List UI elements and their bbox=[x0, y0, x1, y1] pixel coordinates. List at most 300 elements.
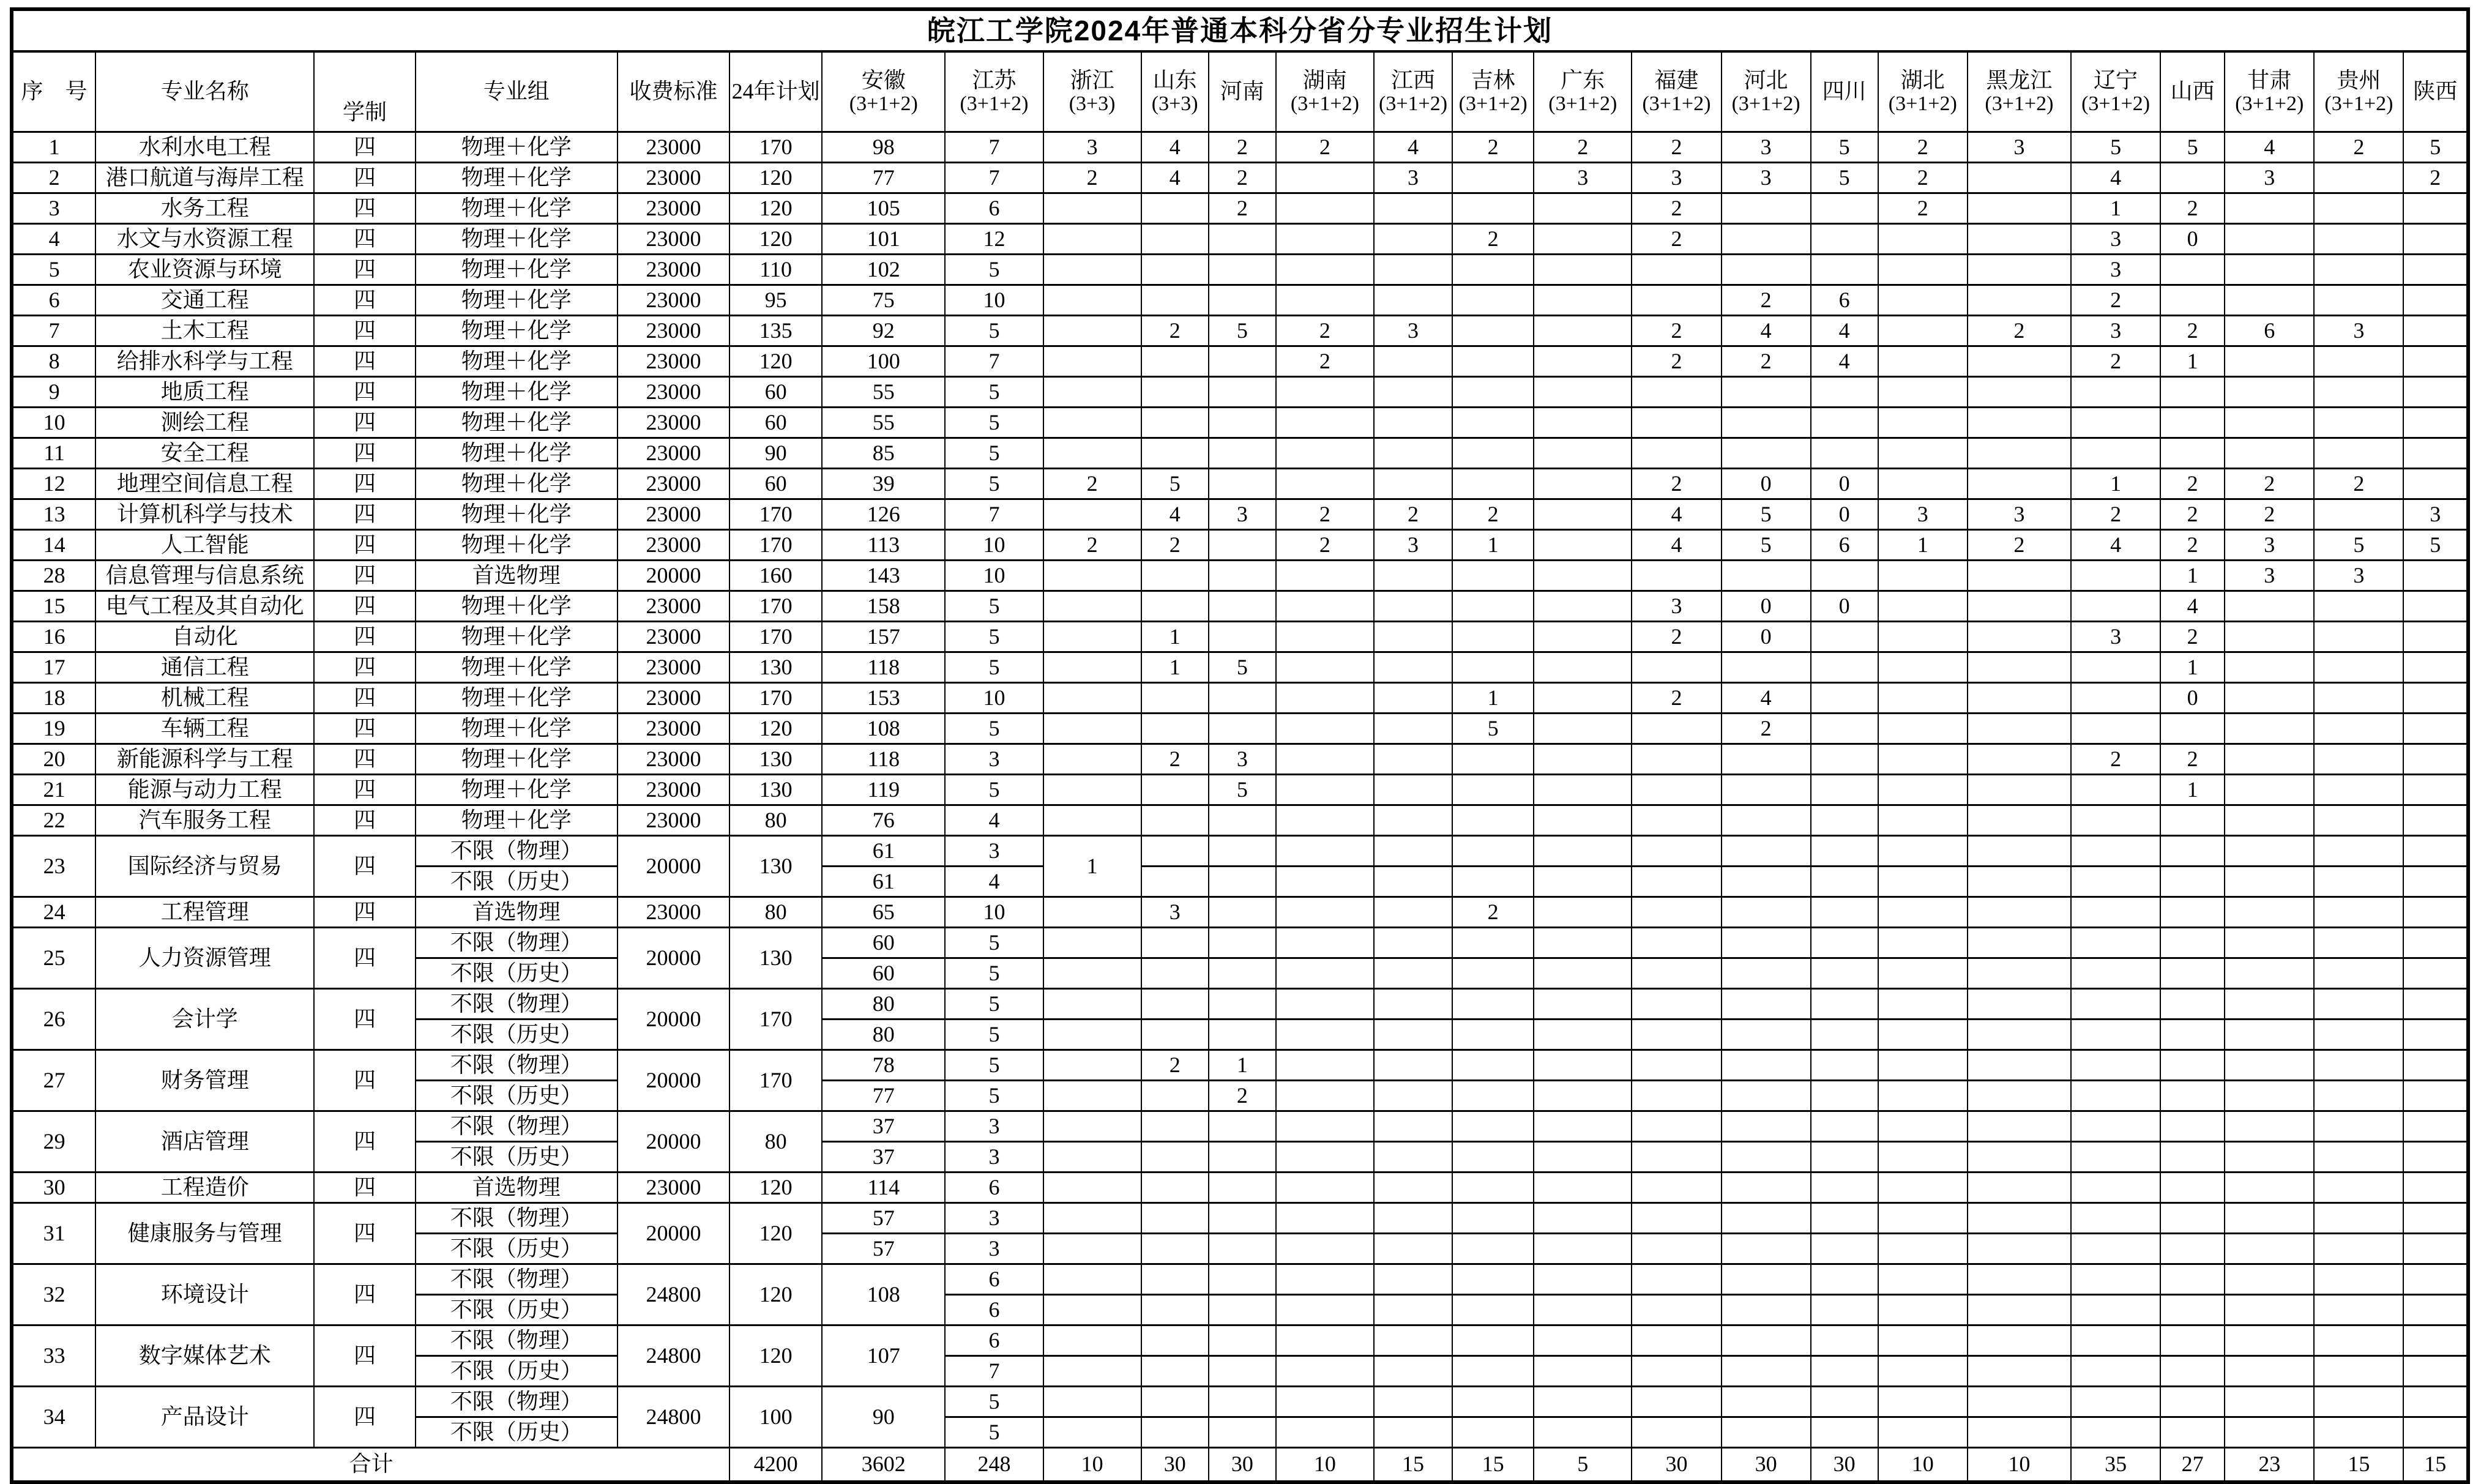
major-name: 环境设计 bbox=[95, 1264, 314, 1326]
province-value bbox=[2403, 1356, 2468, 1387]
province-value: 4 bbox=[1632, 530, 1721, 561]
province-value bbox=[1209, 683, 1276, 714]
province-value: 2 bbox=[1878, 163, 1968, 193]
major-name: 产品设计 bbox=[95, 1387, 314, 1448]
major-name: 数字媒体艺术 bbox=[95, 1326, 314, 1387]
province-value bbox=[1452, 469, 1534, 499]
province-value bbox=[1534, 836, 1632, 867]
province-value: 5 bbox=[2314, 530, 2403, 561]
province-value bbox=[1276, 377, 1374, 408]
province-name: 黑龙江 bbox=[1986, 67, 2053, 92]
province-value bbox=[1632, 1356, 1721, 1387]
province-value bbox=[1632, 408, 1721, 438]
province-value: 7 bbox=[945, 163, 1043, 193]
province-value bbox=[2160, 1417, 2225, 1448]
province-value bbox=[1209, 561, 1276, 591]
province-value: 76 bbox=[822, 805, 945, 836]
province-value: 119 bbox=[822, 775, 945, 805]
province-value bbox=[2314, 499, 2403, 530]
province-value bbox=[2225, 1050, 2314, 1081]
province-value: 3 bbox=[1534, 163, 1632, 193]
province-value bbox=[1209, 714, 1276, 744]
province-value bbox=[2403, 1234, 2468, 1264]
province-value bbox=[1878, 1234, 1968, 1264]
province-value: 3 bbox=[1722, 163, 1811, 193]
province-value bbox=[1722, 408, 1811, 438]
total-value: 15 bbox=[2314, 1448, 2403, 1483]
col-header-province bbox=[2403, 51, 2468, 132]
province-value: 2 bbox=[1632, 193, 1721, 224]
province-value bbox=[1534, 928, 1632, 958]
province-value bbox=[1722, 1173, 1811, 1203]
province-value bbox=[1043, 1081, 1141, 1111]
province-value bbox=[1722, 836, 1811, 867]
province-value bbox=[1374, 836, 1452, 867]
province-value: 57 bbox=[822, 1203, 945, 1234]
province-value bbox=[1632, 867, 1721, 897]
province-value bbox=[2403, 897, 2468, 928]
province-value bbox=[1534, 989, 1632, 1020]
province-value bbox=[1276, 836, 1374, 867]
province-value: 57 bbox=[822, 1234, 945, 1264]
province-value bbox=[1811, 1142, 1878, 1173]
group-value: 首选物理 bbox=[416, 897, 617, 928]
years-value: 四 bbox=[314, 622, 415, 652]
province-value: 92 bbox=[822, 316, 945, 346]
province-value: 60 bbox=[822, 958, 945, 989]
fee-value: 23000 bbox=[617, 622, 729, 652]
province-value bbox=[1722, 775, 1811, 805]
province-value bbox=[2071, 1387, 2160, 1417]
province-mode: (3+1+2) bbox=[1985, 92, 2054, 116]
province-value bbox=[2225, 346, 2314, 377]
province-value bbox=[1811, 683, 1878, 714]
province-value bbox=[1632, 285, 1721, 316]
province-value bbox=[2314, 989, 2403, 1020]
province-value bbox=[1043, 499, 1141, 530]
province-value: 2 bbox=[1209, 163, 1276, 193]
province-value bbox=[1452, 744, 1534, 775]
province-value bbox=[1968, 867, 2071, 897]
province-value bbox=[2160, 836, 2225, 867]
province-value bbox=[1534, 591, 1632, 622]
province-value bbox=[2225, 1081, 2314, 1111]
province-value bbox=[2225, 744, 2314, 775]
province-value bbox=[2403, 1111, 2468, 1142]
fee-value: 23000 bbox=[617, 346, 729, 377]
province-value bbox=[2314, 1356, 2403, 1387]
province-value: 2 bbox=[2160, 499, 2225, 530]
province-value bbox=[2160, 928, 2225, 958]
province-value bbox=[1374, 438, 1452, 469]
province-value: 85 bbox=[822, 438, 945, 469]
province-value: 113 bbox=[822, 530, 945, 561]
province-value bbox=[2225, 255, 2314, 285]
province-value bbox=[2071, 1264, 2160, 1295]
province-value: 3 bbox=[2225, 530, 2314, 561]
province-value bbox=[2225, 867, 2314, 897]
province-value: 3 bbox=[1968, 132, 2071, 163]
province-name: 安徽 bbox=[861, 67, 906, 92]
province-value bbox=[2225, 1356, 2314, 1387]
province-value bbox=[2403, 1264, 2468, 1295]
fee-value: 23000 bbox=[617, 744, 729, 775]
province-value: 37 bbox=[822, 1111, 945, 1142]
province-value bbox=[1968, 622, 2071, 652]
total-value: 30 bbox=[1209, 1448, 1276, 1483]
province-value bbox=[2403, 958, 2468, 989]
province-value bbox=[1878, 1295, 1968, 1326]
province-value: 3 bbox=[1209, 744, 1276, 775]
years-value: 四 bbox=[314, 1050, 415, 1111]
group-value: 不限（物理） bbox=[416, 989, 617, 1020]
major-name: 人力资源管理 bbox=[95, 928, 314, 989]
province-value bbox=[1276, 1295, 1374, 1326]
province-value bbox=[1452, 1356, 1534, 1387]
province-value bbox=[1534, 805, 1632, 836]
province-value: 2 bbox=[1632, 346, 1721, 377]
province-value: 3 bbox=[2071, 622, 2160, 652]
province-value bbox=[1722, 1203, 1811, 1234]
col-header-province bbox=[1043, 51, 1141, 132]
province-value: 1 bbox=[2071, 193, 2160, 224]
province-value bbox=[1968, 805, 2071, 836]
province-value: 4 bbox=[1811, 316, 1878, 346]
group-value: 物理＋化学 bbox=[416, 805, 617, 836]
province-value bbox=[2225, 1234, 2314, 1264]
province-value bbox=[2160, 1326, 2225, 1356]
province-value: 2 bbox=[2160, 316, 2225, 346]
province-value: 10 bbox=[945, 897, 1043, 928]
province-value bbox=[1374, 1203, 1452, 1234]
group-value: 物理＋化学 bbox=[416, 408, 617, 438]
province-value: 5 bbox=[1209, 316, 1276, 346]
province-value: 65 bbox=[822, 897, 945, 928]
years-value: 四 bbox=[314, 469, 415, 499]
province-value bbox=[2225, 1173, 2314, 1203]
plan-value: 120 bbox=[729, 346, 822, 377]
province-value: 78 bbox=[822, 1050, 945, 1081]
province-value bbox=[1968, 1020, 2071, 1050]
province-value bbox=[1878, 316, 1968, 346]
province-value: 5 bbox=[945, 1050, 1043, 1081]
province-value: 80 bbox=[822, 989, 945, 1020]
fee-value: 23000 bbox=[617, 224, 729, 255]
group-value: 不限（历史） bbox=[416, 1295, 617, 1326]
province-value bbox=[1968, 377, 2071, 408]
province-value: 3 bbox=[2225, 163, 2314, 193]
province-value bbox=[2225, 1326, 2314, 1356]
province-value bbox=[1878, 867, 1968, 897]
province-value bbox=[2160, 958, 2225, 989]
table-row bbox=[12, 989, 2468, 1020]
province-value: 4 bbox=[1141, 163, 1209, 193]
province-value bbox=[1878, 1387, 1968, 1417]
province-value bbox=[1811, 1387, 1878, 1417]
years-value: 四 bbox=[314, 714, 415, 744]
province-value: 143 bbox=[822, 561, 945, 591]
province-value: 0 bbox=[1722, 591, 1811, 622]
table-row bbox=[12, 193, 2468, 224]
major-name: 计算机科学与技术 bbox=[95, 499, 314, 530]
province-value: 2 bbox=[2071, 744, 2160, 775]
province-value: 2 bbox=[2071, 346, 2160, 377]
province-value: 2 bbox=[1141, 316, 1209, 346]
province-value bbox=[1043, 683, 1141, 714]
province-value bbox=[1632, 989, 1721, 1020]
province-value: 5 bbox=[945, 1020, 1043, 1050]
province-value bbox=[1209, 836, 1276, 867]
province-value bbox=[1534, 1295, 1632, 1326]
province-value bbox=[2314, 285, 2403, 316]
province-value bbox=[1968, 438, 2071, 469]
table-row bbox=[12, 377, 2468, 408]
province-value bbox=[1968, 346, 2071, 377]
table-row bbox=[12, 408, 2468, 438]
province-value: 3 bbox=[2071, 255, 2160, 285]
province-name: 山西 bbox=[2170, 79, 2215, 104]
province-value bbox=[1534, 1387, 1632, 1417]
province-value bbox=[1209, 1417, 1276, 1448]
province-value bbox=[1878, 683, 1968, 714]
province-value bbox=[1043, 1387, 1141, 1417]
province-value: 5 bbox=[945, 958, 1043, 989]
province-value bbox=[1043, 408, 1141, 438]
province-value bbox=[2071, 1234, 2160, 1264]
province-value: 2 bbox=[2225, 469, 2314, 499]
province-value bbox=[1276, 1387, 1374, 1417]
province-value bbox=[1374, 408, 1452, 438]
province-value bbox=[1534, 683, 1632, 714]
province-value bbox=[2314, 193, 2403, 224]
province-value: 2 bbox=[2160, 469, 2225, 499]
province-mode: (3+1+2) bbox=[1642, 92, 1711, 116]
major-name: 自动化 bbox=[95, 622, 314, 652]
province-value bbox=[1276, 408, 1374, 438]
province-value: 1 bbox=[1043, 836, 1141, 897]
row-no: 34 bbox=[12, 1387, 95, 1448]
col-header-province bbox=[1209, 51, 1276, 132]
province-value: 2 bbox=[1141, 744, 1209, 775]
province-value: 108 bbox=[822, 714, 945, 744]
province-value bbox=[2225, 836, 2314, 867]
province-value bbox=[2314, 408, 2403, 438]
fee-value: 23000 bbox=[617, 1173, 729, 1203]
col-header-province bbox=[2160, 51, 2225, 132]
province-value: 6 bbox=[945, 1173, 1043, 1203]
province-value bbox=[2314, 1295, 2403, 1326]
major-name: 健康服务与管理 bbox=[95, 1203, 314, 1264]
province-value bbox=[1632, 1326, 1721, 1356]
province-value bbox=[1534, 744, 1632, 775]
province-value bbox=[2160, 989, 2225, 1020]
fee-value: 23000 bbox=[617, 714, 729, 744]
province-value bbox=[1968, 255, 2071, 285]
row-no: 2 bbox=[12, 163, 95, 193]
province-value bbox=[1452, 438, 1534, 469]
province-value bbox=[1209, 1020, 1276, 1050]
plan-value: 80 bbox=[729, 1111, 822, 1173]
province-value bbox=[1043, 224, 1141, 255]
province-value bbox=[1722, 1081, 1811, 1111]
province-value bbox=[1811, 805, 1878, 836]
province-value bbox=[1968, 1295, 2071, 1326]
province-value bbox=[1452, 1050, 1534, 1081]
province-value: 2 bbox=[2071, 285, 2160, 316]
province-value: 1 bbox=[1209, 1050, 1276, 1081]
total-value: 35 bbox=[2071, 1448, 2160, 1483]
province-value: 2 bbox=[1374, 499, 1452, 530]
province-value bbox=[2071, 775, 2160, 805]
province-value bbox=[2314, 928, 2403, 958]
province-value bbox=[1722, 224, 1811, 255]
province-value bbox=[2160, 255, 2225, 285]
table-row bbox=[12, 132, 2468, 163]
province-value bbox=[1722, 1326, 1811, 1356]
province-value bbox=[1209, 1387, 1276, 1417]
province-value: 2 bbox=[1878, 132, 1968, 163]
province-value bbox=[2160, 1203, 2225, 1234]
fee-value: 23000 bbox=[617, 438, 729, 469]
province-value bbox=[1276, 652, 1374, 683]
plan-value: 170 bbox=[729, 591, 822, 622]
major-name: 港口航道与海岸工程 bbox=[95, 163, 314, 193]
province-value bbox=[1374, 928, 1452, 958]
province-value bbox=[1276, 622, 1374, 652]
province-value bbox=[1374, 346, 1452, 377]
table-row bbox=[12, 1387, 2468, 1417]
province-name: 甘肃 bbox=[2247, 67, 2292, 92]
province-value: 5 bbox=[1811, 132, 1878, 163]
group-value: 不限（历史） bbox=[416, 1020, 617, 1050]
province-value: 0 bbox=[1811, 499, 1878, 530]
province-value bbox=[1374, 1142, 1452, 1173]
province-value bbox=[1043, 622, 1141, 652]
plan-value: 130 bbox=[729, 744, 822, 775]
province-value bbox=[2160, 1234, 2225, 1264]
province-value bbox=[1141, 1234, 1209, 1264]
province-value bbox=[1534, 958, 1632, 989]
fee-value: 23000 bbox=[617, 193, 729, 224]
province-value bbox=[2314, 1326, 2403, 1356]
col-header-province bbox=[1632, 51, 1721, 132]
province-value: 3 bbox=[1878, 499, 1968, 530]
province-value: 77 bbox=[822, 1081, 945, 1111]
row-no: 7 bbox=[12, 316, 95, 346]
province-value bbox=[2403, 1387, 2468, 1417]
province-value bbox=[1878, 377, 1968, 408]
province-value: 0 bbox=[2160, 224, 2225, 255]
years-value: 四 bbox=[314, 316, 415, 346]
group-value: 物理＋化学 bbox=[416, 377, 617, 408]
province-value: 3 bbox=[1632, 163, 1721, 193]
group-value: 不限（历史） bbox=[416, 1356, 617, 1387]
plan-value: 120 bbox=[729, 163, 822, 193]
province-value bbox=[1878, 561, 1968, 591]
province-value bbox=[1276, 561, 1374, 591]
major-name: 电气工程及其自动化 bbox=[95, 591, 314, 622]
province-value: 2 bbox=[1276, 132, 1374, 163]
fee-value: 23000 bbox=[617, 530, 729, 561]
plan-value: 130 bbox=[729, 928, 822, 989]
province-value bbox=[2071, 591, 2160, 622]
province-value bbox=[1043, 1295, 1141, 1326]
province-value bbox=[1276, 1203, 1374, 1234]
province-value bbox=[1722, 193, 1811, 224]
years-value: 四 bbox=[314, 1173, 415, 1203]
province-value: 5 bbox=[945, 989, 1043, 1020]
province-value: 80 bbox=[822, 1020, 945, 1050]
group-value: 物理＋化学 bbox=[416, 346, 617, 377]
province-value bbox=[1722, 652, 1811, 683]
province-value bbox=[1722, 1356, 1811, 1387]
province-value bbox=[2403, 714, 2468, 744]
province-value bbox=[1968, 1111, 2071, 1142]
total-value: 10 bbox=[1968, 1448, 2071, 1483]
province-value bbox=[1968, 1081, 2071, 1111]
province-value bbox=[2314, 377, 2403, 408]
province-value: 4 bbox=[2071, 530, 2160, 561]
province-value bbox=[1209, 1111, 1276, 1142]
province-value bbox=[2071, 652, 2160, 683]
province-value bbox=[1141, 561, 1209, 591]
province-value bbox=[1632, 1111, 1721, 1142]
province-name: 江苏 bbox=[972, 67, 1017, 92]
plan-value: 95 bbox=[729, 285, 822, 316]
province-value bbox=[2160, 1295, 2225, 1326]
years-value: 四 bbox=[314, 1111, 415, 1173]
province-value bbox=[1811, 867, 1878, 897]
province-value bbox=[1141, 255, 1209, 285]
province-value bbox=[2225, 285, 2314, 316]
province-name: 江西 bbox=[1391, 67, 1436, 92]
fee-value: 20000 bbox=[617, 928, 729, 989]
total-value: 3602 bbox=[822, 1448, 945, 1483]
province-value bbox=[2225, 408, 2314, 438]
province-value: 5 bbox=[2071, 132, 2160, 163]
years-value: 四 bbox=[314, 836, 415, 897]
province-value bbox=[2403, 928, 2468, 958]
group-value: 不限（物理） bbox=[416, 1050, 617, 1081]
province-value bbox=[1878, 1264, 1968, 1295]
row-no: 31 bbox=[12, 1203, 95, 1264]
province-value bbox=[2225, 1111, 2314, 1142]
major-name: 通信工程 bbox=[95, 652, 314, 683]
province-name: 贵州 bbox=[2337, 67, 2381, 92]
table-row bbox=[12, 1264, 2468, 1295]
fee-value: 23000 bbox=[617, 285, 729, 316]
province-value: 5 bbox=[1209, 775, 1276, 805]
province-value bbox=[1043, 193, 1141, 224]
province-name: 陕西 bbox=[2413, 79, 2458, 104]
province-value: 39 bbox=[822, 469, 945, 499]
fee-value: 23000 bbox=[617, 163, 729, 193]
plan-value: 170 bbox=[729, 499, 822, 530]
province-value bbox=[1276, 928, 1374, 958]
major-name: 地质工程 bbox=[95, 377, 314, 408]
province-value bbox=[2403, 469, 2468, 499]
province-value bbox=[1141, 775, 1209, 805]
province-value: 5 bbox=[2403, 132, 2468, 163]
province-value bbox=[1722, 989, 1811, 1020]
province-value bbox=[1209, 1356, 1276, 1387]
province-value bbox=[2314, 836, 2403, 867]
total-value: 10 bbox=[1276, 1448, 1374, 1483]
province-value bbox=[1141, 928, 1209, 958]
province-value bbox=[1968, 1387, 2071, 1417]
province-value bbox=[2225, 1203, 2314, 1234]
province-value bbox=[2160, 867, 2225, 897]
